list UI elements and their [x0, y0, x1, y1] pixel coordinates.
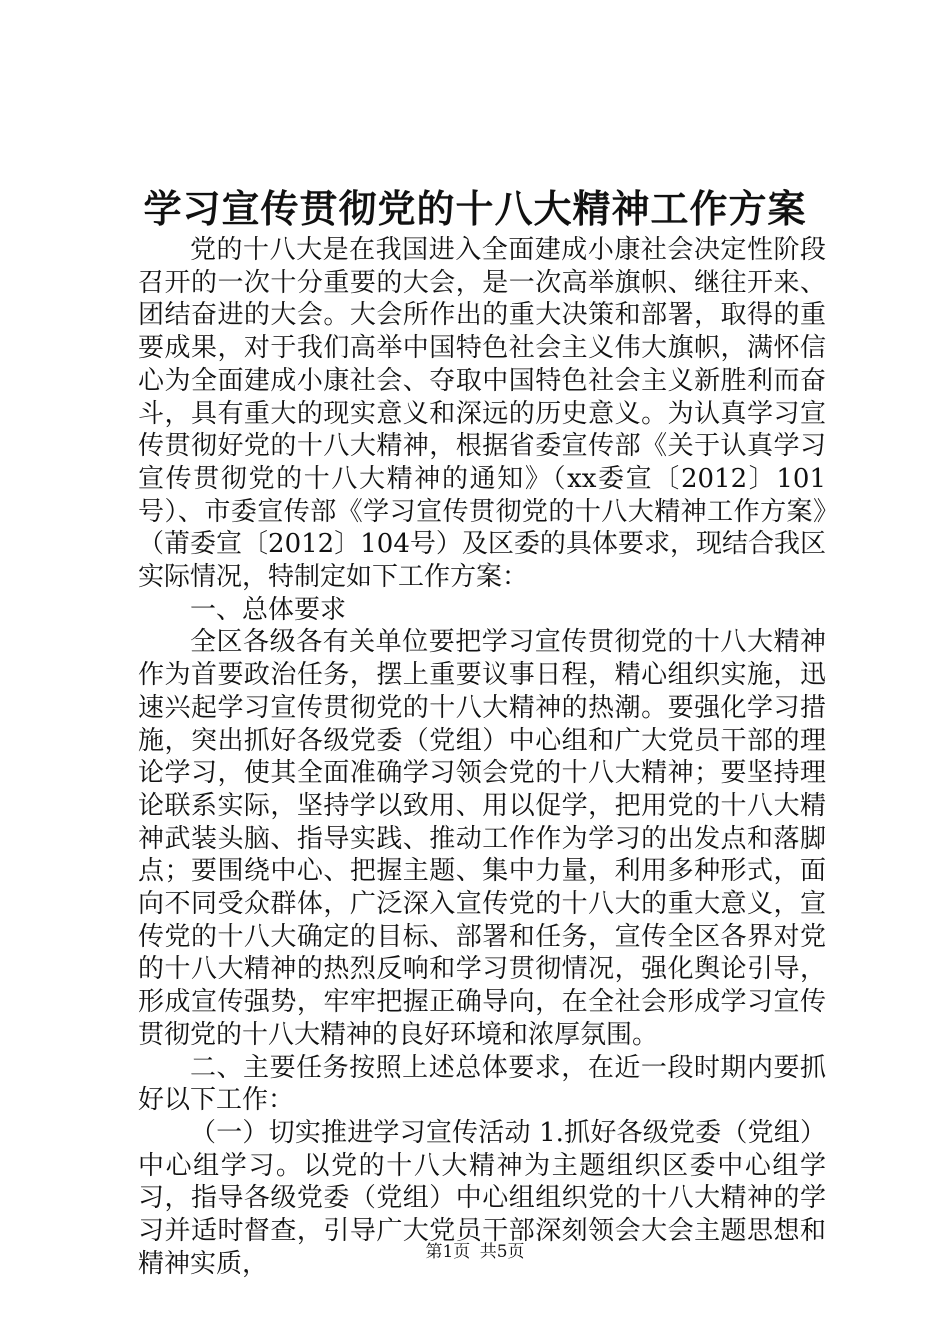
document-body	[138, 234, 826, 1281]
paragraph-general-requirements: 全区各级各有关单位要把学习宣传贯彻党的十八大精神作为首要政治任务，摆上重要议事日程，精心组织实施，迅速兴起学习宣传贯彻党的十八大精神的热潮。要强化学习措施，突出抓好各级党委（党组）中心组和广大党员干部的理论学习，使其全面准确学习领会党的十八大精神；要坚持理论联系实际，坚持学以致用、用以促学，把用党的十八大精神武装头脑、指导实践、推动工作作为学习的出发点和落脚点；要围绕中心、把握主题、集中力量，利用多种形式，面向不同受众群体，广泛深入宣传党的十八大的重大意义，宣传党的十八大确定的目标、部署和任务，宣传全区各界对党的十八大精神的热烈反响和学习贯彻情况，强化舆论引导，形成宣传强势，牢牢把握正确导向，在全社会形成学习宣传贯彻党的十八大精神的良好环境和浓厚氛围。	[138, 627, 826, 1050]
page-number: 第1页	[425, 1242, 471, 1262]
paragraph-intro: 党的十八大是在我国进入全面建成小康社会决定性阶段召开的一次十分重要的大会，是一次高举旗帜、继往开来、团结奋进的大会。大会所作出的重大决策和部署，取得的重要成果，对于我们高举中国特色社会主义伟大旗帜，满怀信心为全面建成小康社会、夺取中国特色社会主义新胜利而奋斗，具有重大的现实意义和深远的历史意义。为认真学习宣传贯彻好党的十八大精神，根据省委宣传部《关于认真学习宣传贯彻党的十八大精神的通知》（xx委宣〔2012〕101号）、市委宣传部《学习宣传贯彻党的十八大精神工作方案》（莆委宣〔2012〕104号）及区委的具体要求，现结合我区实际情况，特制定如下工作方案：	[138, 235, 826, 593]
heading-main-tasks: 二、主要任务按照上述总体要求，在近一段时期内要抓好以下工作：	[138, 1052, 826, 1116]
document-title: 学习宣传贯彻党的十八大精神工作方案	[143, 186, 807, 231]
heading-general-requirements: 一、总体要求	[190, 594, 347, 625]
page-footer	[0, 1240, 950, 1264]
page-total: 共5页	[479, 1242, 525, 1262]
paragraph-task-one: （一）切实推进学习宣传活动 1.抓好各级党委（党组）中心组学习。以党的十八大精神为主题组织区委中心组学习，指导各级党委（党组）中心组组织党的十八大精神的学习并适时督查，引导广大党员干部深刻领会大会主题思想和精神实质，	[138, 1117, 826, 1279]
